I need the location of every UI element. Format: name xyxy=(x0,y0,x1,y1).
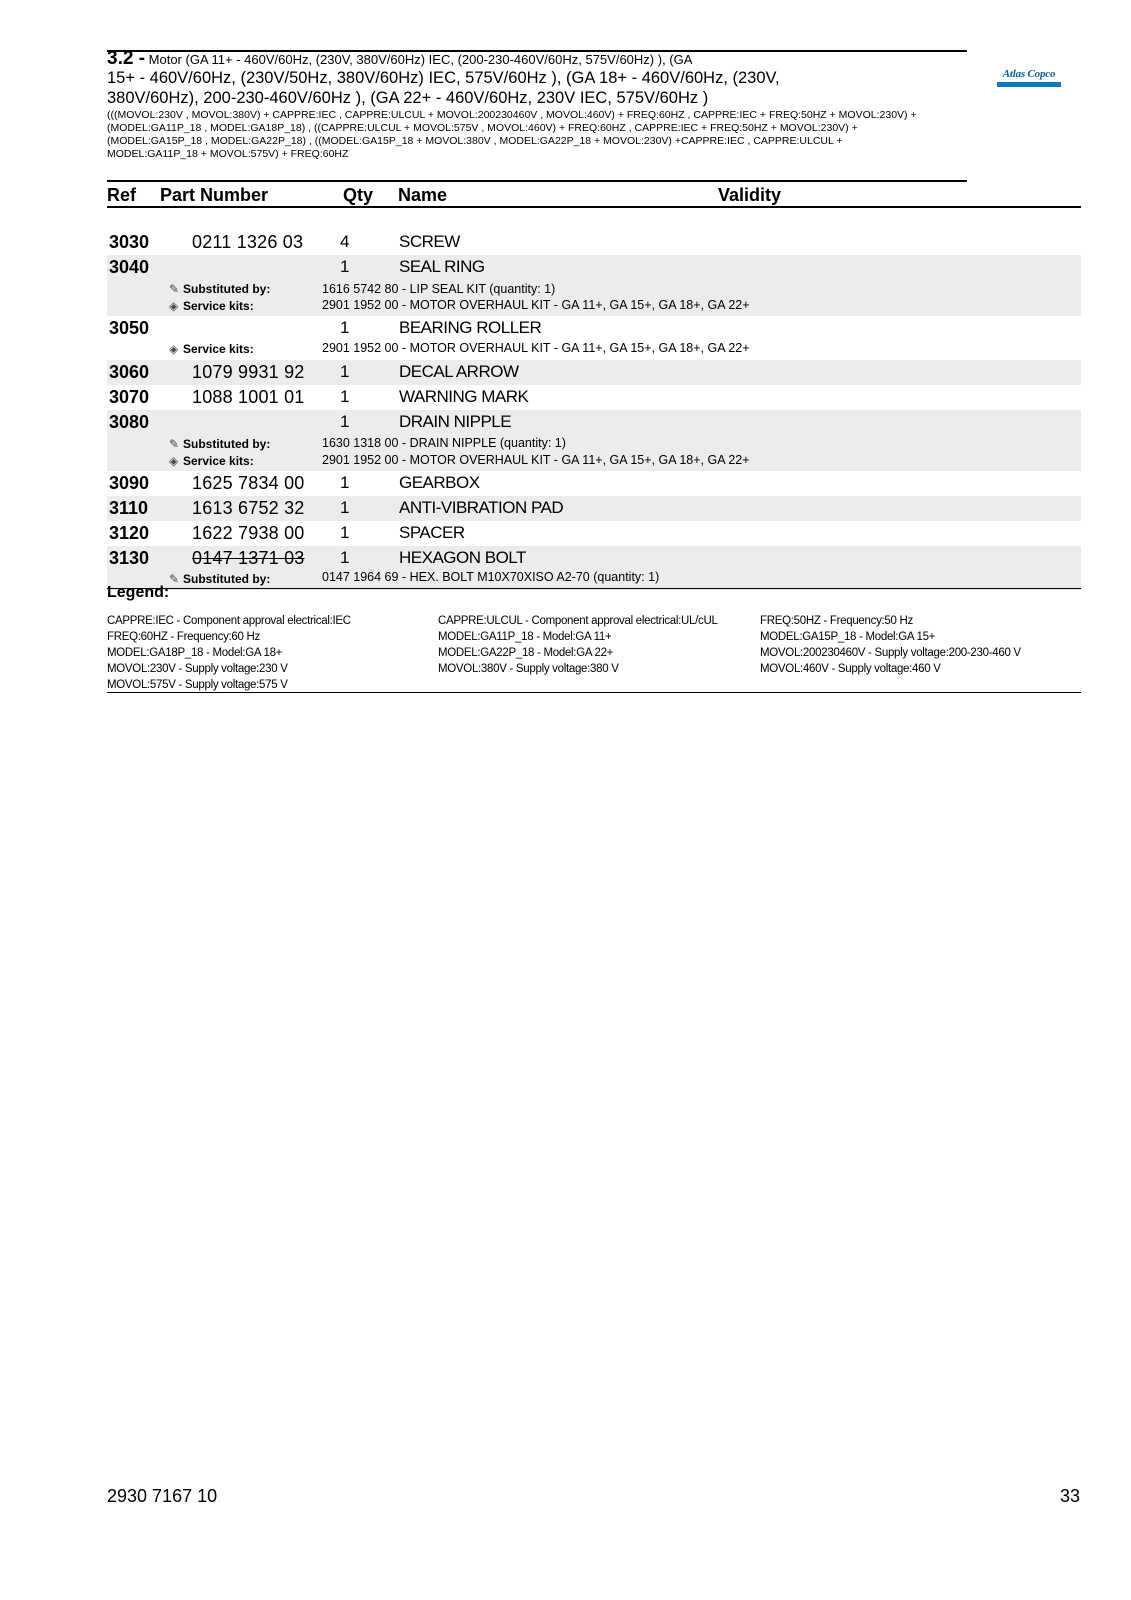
row-part-number: 0211 1326 03 xyxy=(192,232,304,252)
row-ref: 3090 xyxy=(109,473,150,493)
section-number: 3.2 - xyxy=(107,48,146,69)
service-kits-label: ◈ Service kits: xyxy=(169,454,254,468)
legend-entry: FREQ:60HZ - Frequency:60 Hz xyxy=(107,631,260,643)
column-header-name: Name xyxy=(398,185,448,205)
row-ref: 3040 xyxy=(109,257,150,277)
legend-entry: MODEL:GA15P_18 - Model:GA 15+ xyxy=(760,631,936,643)
diamond-icon: ◈ xyxy=(169,454,179,468)
legend-entry: MODEL:GA11P_18 - Model:GA 11+ xyxy=(438,631,612,643)
pencil-icon: ✎ xyxy=(169,282,180,296)
pencil-icon: ✎ xyxy=(169,572,180,586)
table-row xyxy=(107,546,1081,590)
condition-line: (((MOVOL:230V , MOVOL:380V) + CAPPRE:IEC , CAPPRE:ULCUL + MOVOL:200230460V , MOVOL:460V) + FREQ:60HZ , CAPPRE:IEC + FREQ:50HZ + MOVOL:230V) + xyxy=(107,109,917,121)
table-row xyxy=(107,521,1081,546)
row-qty: 1 xyxy=(340,362,350,381)
condition-line: MODEL:GA11P_18 + MOVOL:575V) + FREQ:60HZ xyxy=(107,148,349,160)
column-header-validity: Validity xyxy=(718,185,782,205)
service-kits-label: ◈ Service kits: xyxy=(169,342,254,356)
table-row xyxy=(107,255,1081,316)
row-name: GEARBOX xyxy=(399,473,480,492)
section-title-line3: 380V/60Hz), 200-230-460V/60Hz ), (GA 22+ - 460V/60Hz, 230V IEC, 575V/60Hz ) xyxy=(107,89,709,107)
pencil-icon: ✎ xyxy=(169,437,180,451)
section-header xyxy=(107,50,967,161)
section-title-line2: 15+ - 460V/60Hz, (230V/50Hz, 380V/60Hz) IEC, 575V/60Hz ), (GA 18+ - 460V/60Hz, (230V, xyxy=(107,69,780,87)
row-ref: 3050 xyxy=(109,318,150,338)
substituted-by-text: 1616 5742 80 - LIP SEAL KIT (quantity: 1) xyxy=(322,282,556,296)
row-ref: 3070 xyxy=(109,387,150,407)
row-part-number-superseded: 0147 1371 03 xyxy=(192,548,305,568)
legend-entry: MODEL:GA18P_18 - Model:GA 18+ xyxy=(107,647,283,659)
table-row xyxy=(107,230,1081,255)
row-qty: 1 xyxy=(340,318,350,337)
legend-column-1 xyxy=(107,613,351,693)
row-qty: 1 xyxy=(340,257,350,276)
row-part-number: 1088 1001 01 xyxy=(192,387,305,407)
substituted-by-label: ✎ Substituted by: xyxy=(169,437,271,451)
row-ref: 3080 xyxy=(109,412,150,432)
row-part-number: 1625 7834 00 xyxy=(192,473,305,493)
service-kits-text: 2901 1952 00 - MOTOR OVERHAUL KIT - GA 11+, GA 15+, GA 18+, GA 22+ xyxy=(322,298,750,312)
table-row xyxy=(107,496,1081,521)
diamond-icon: ◈ xyxy=(169,342,179,356)
column-header-ref: Ref xyxy=(107,185,137,205)
condition-line: (MODEL:GA15P_18 , MODEL:GA22P_18) , ((MODEL:GA15P_18 + MOVOL:380V , MODEL:GA22P_18 + MOVOL:230V) +CAPPRE:IEC , CAPPRE:ULCUL + xyxy=(107,135,843,147)
legend-bottom-rule xyxy=(107,692,1081,693)
logo-bar xyxy=(997,82,1061,87)
table-row xyxy=(107,471,1081,496)
legend-entry: MOVOL:575V - Supply voltage:575 V xyxy=(107,679,288,691)
table-header-rule xyxy=(107,206,1081,208)
service-kits-text: 2901 1952 00 - MOTOR OVERHAUL KIT - GA 11+, GA 15+, GA 18+, GA 22+ xyxy=(322,453,750,467)
row-name: DECAL ARROW xyxy=(399,362,519,381)
legend-entry: CAPPRE:ULCUL - Component approval electrical:UL/cUL xyxy=(438,615,718,627)
table-row xyxy=(107,385,1081,410)
row-name: SEAL RING xyxy=(399,257,485,276)
legend-entry: CAPPRE:IEC - Component approval electrical:IEC xyxy=(107,615,351,627)
row-qty: 1 xyxy=(340,387,350,406)
row-part-number: 1613 6752 32 xyxy=(192,498,305,518)
table-row xyxy=(107,410,1081,471)
header-bottom-rule xyxy=(107,180,967,182)
row-ref: 3030 xyxy=(109,232,150,252)
row-qty: 1 xyxy=(340,523,350,542)
row-ref: 3060 xyxy=(109,362,150,382)
service-kits-text: 2901 1952 00 - MOTOR OVERHAUL KIT - GA 11+, GA 15+, GA 18+, GA 22+ xyxy=(322,341,750,355)
row-qty: 1 xyxy=(340,548,350,567)
substituted-by-label: ✎ Substituted by: xyxy=(169,572,271,586)
section-title-line1: Motor (GA 11+ - 460V/60Hz, (230V, 380V/60Hz) IEC, (200-230-460V/60Hz, 575V/60Hz) ), (GA xyxy=(148,52,693,67)
row-name: WARNING MARK xyxy=(399,387,529,406)
logo-text: Atlas Copco xyxy=(1002,68,1056,80)
table-row xyxy=(107,316,1081,360)
row-qty: 4 xyxy=(340,232,350,251)
row-qty: 1 xyxy=(340,473,350,492)
legend-title: Legend: xyxy=(107,584,170,601)
legend-entry: MOVOL:460V - Supply voltage:460 V xyxy=(760,663,941,675)
footer-page-number: 33 xyxy=(1060,1486,1081,1506)
substituted-by-text: 1630 1318 00 - DRAIN NIPPLE (quantity: 1) xyxy=(322,436,566,450)
row-ref: 3110 xyxy=(109,498,149,518)
legend-entry: FREQ:50HZ - Frequency:50 Hz xyxy=(760,615,913,627)
service-kits-label: ◈ Service kits: xyxy=(169,299,254,313)
legend-entry: MODEL:GA22P_18 - Model:GA 22+ xyxy=(438,647,614,659)
diamond-icon: ◈ xyxy=(169,299,179,313)
substituted-by-text: 0147 1964 69 - HEX. BOLT M10X70XISO A2-70 (quantity: 1) xyxy=(322,570,660,584)
row-part-number: 1079 9931 92 xyxy=(192,362,305,382)
table-row xyxy=(107,360,1081,385)
section-conditions xyxy=(107,109,967,161)
column-header-qty: Qty xyxy=(343,185,374,205)
row-name: SPACER xyxy=(399,523,465,542)
row-name: DRAIN NIPPLE xyxy=(399,412,512,431)
row-name: SCREW xyxy=(399,232,460,251)
legend-entry: MOVOL:200230460V - Supply voltage:200-230-460 V xyxy=(760,647,1021,659)
row-name: HEXAGON BOLT xyxy=(399,548,526,567)
row-ref: 3120 xyxy=(109,523,150,543)
row-part-number: 1622 7938 00 xyxy=(192,523,305,543)
legend-column-2 xyxy=(438,613,718,677)
column-header-part-number: Part Number xyxy=(160,185,269,205)
footer-doc-number: 2930 7167 10 xyxy=(107,1486,218,1506)
legend-entry: MOVOL:380V - Supply voltage:380 V xyxy=(438,663,619,675)
legend-entry: MOVOL:230V - Supply voltage:230 V xyxy=(107,663,288,675)
table-bottom-rule xyxy=(107,588,1081,589)
legend-column-3 xyxy=(760,613,1021,677)
row-qty: 1 xyxy=(340,498,350,517)
row-qty: 1 xyxy=(340,412,350,431)
row-name: BEARING ROLLER xyxy=(399,318,542,337)
condition-line: (MODEL:GA11P_18 , MODEL:GA18P_18) , ((CAPPRE:ULCUL + MOVOL:575V , MOVOL:460V) + FREQ:60HZ , CAPPRE:IEC + FREQ:50HZ + MOVOL:230V) + xyxy=(107,122,858,134)
row-ref: 3130 xyxy=(109,548,150,568)
row-name: ANTI-VIBRATION PAD xyxy=(399,498,564,517)
atlas-copco-logo xyxy=(997,68,1061,87)
substituted-by-label: ✎ Substituted by: xyxy=(169,282,271,296)
